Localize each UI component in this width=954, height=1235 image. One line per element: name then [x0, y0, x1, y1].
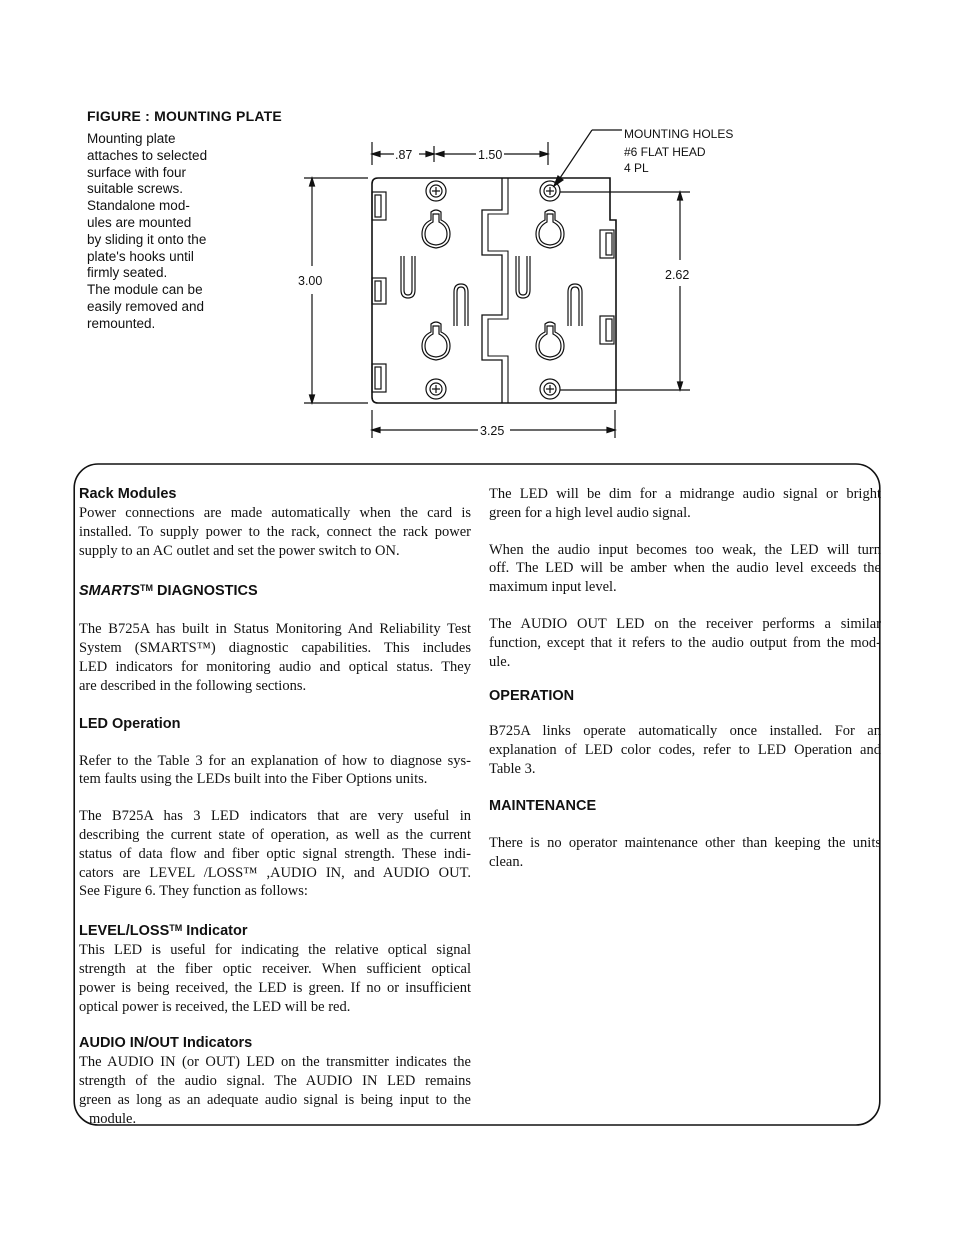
- figure-title: FIGURE : MOUNTING PLATE: [87, 108, 282, 124]
- text-line: explanation of LED color codes, refer to LED Operation and: [489, 742, 881, 759]
- rack-modules-heading: Rack Modules: [79, 486, 177, 502]
- caption-line: suitable screws.: [87, 181, 184, 197]
- text-line: The AUDIO IN (or OUT) LED on the transmitter indicates the: [79, 1054, 471, 1071]
- level-heading-text: LEVEL/LOSS: [79, 923, 170, 940]
- text-line: clean.: [489, 853, 524, 870]
- dim-width-label: 3.25: [480, 424, 505, 438]
- text-line: When the audio input becomes too weak, the LED will turn: [489, 541, 881, 558]
- maintenance-heading: MAINTENANCE: [489, 797, 597, 814]
- text-line: green as long as an adequate audio signal is being input to the: [79, 1091, 471, 1108]
- text-line: LED indicators for monitoring audio and optical status. They: [79, 658, 471, 675]
- figure-caption: [87, 131, 247, 333]
- callout-line: #6 FLAT HEAD: [624, 145, 706, 159]
- caption-line: Standalone mod-: [87, 198, 190, 214]
- text-line: B725A links operate automatically once installed. For an: [489, 723, 881, 740]
- text-line: There is no operator maintenance other than keeping the units: [489, 834, 881, 851]
- text-line: describing the current state of operation, as well as the current: [79, 826, 471, 843]
- smarts-paragraph: [79, 620, 471, 695]
- text-line: supply to an AC outlet and set the power switch to ON.: [79, 542, 400, 559]
- audio-inout-heading: AUDIO IN/OUT Indicators: [79, 1035, 253, 1052]
- caption-line: by sliding it onto the: [87, 231, 207, 247]
- callout-line: MOUNTING HOLES: [624, 127, 734, 141]
- text-line: maximum input level.: [489, 579, 617, 596]
- caption-line: plate's hooks until: [87, 248, 194, 264]
- dim-height-label: 3.00: [298, 274, 323, 288]
- text-line: green for a high level audio signal.: [489, 504, 691, 521]
- text-line: Refer to the Table 3 for an explanation of how to diagnose sys-: [79, 752, 471, 769]
- text-line: The AUDIO OUT LED on the receiver performs a similar: [489, 615, 881, 632]
- led-operation-paragraph-2: [79, 807, 471, 901]
- mounting-plate-drawing: [290, 120, 750, 442]
- left-column: [79, 485, 471, 1129]
- led-operation-paragraph-1: [79, 752, 471, 790]
- text-line: Power connections are made automatically when the card is: [79, 505, 471, 521]
- text-line: ule.: [489, 653, 511, 670]
- caption-line: The module can be: [87, 282, 203, 298]
- smarts-diagnostics-heading: [79, 579, 471, 601]
- text-line: tem faults using the LEDs built into the Fiber Options units.: [79, 771, 428, 788]
- text-line: power is being received, the LED is green. If no or insufficient: [79, 979, 471, 996]
- audio-inout-paragraph: [79, 1053, 471, 1128]
- text-line: optical power is received, the LED will be red.: [79, 998, 351, 1015]
- maintenance-paragraph: [489, 834, 881, 872]
- text-line: The B725A has built in Status Monitoring And Reliability Test: [79, 621, 471, 638]
- tm-mark: TM: [139, 583, 153, 594]
- operation-paragraph: [489, 722, 881, 778]
- text-line: This LED is useful for indicating the relative optical signal: [79, 942, 471, 959]
- caption-line: ules are mounted: [87, 214, 192, 230]
- caption-line: attaches to selected: [87, 147, 208, 163]
- text-line: status of data flow and fiber optic signal strength. These indi-: [79, 845, 471, 862]
- led-operation-heading: LED Operation: [79, 715, 181, 732]
- rack-modules-paragraph: [79, 504, 471, 560]
- text-line: The B725A has 3 LED indicators that are very useful in: [79, 808, 471, 825]
- right-column: [489, 485, 881, 871]
- text-line: are described in the following sections.: [79, 677, 307, 694]
- audio-weak-paragraph: [489, 541, 881, 597]
- smarts-heading-rest: DIAGNOSTICS: [152, 583, 258, 600]
- text-line: System (SMARTS™) diagnostic capabilities. This includes: [79, 640, 471, 657]
- dim-mid-label: 1.50: [478, 148, 503, 162]
- text-line: off. The LED will be amber when the audio level exceeds the: [489, 560, 881, 577]
- text-line: strength of the audio signal. The AUDIO IN LED remains: [79, 1073, 471, 1090]
- caption-line: surface with four: [87, 164, 187, 180]
- text-line: installed. To supply power to the rack, connect the rack power: [79, 523, 471, 540]
- caption-line: remounted.: [87, 315, 156, 331]
- text-line: strength at the fiber optic receiver. When sufficient optical: [79, 960, 471, 977]
- audio-out-paragraph: [489, 615, 881, 671]
- dim-inner-height-label: 2.62: [665, 268, 690, 282]
- tm-mark: TM: [169, 923, 183, 934]
- text-line: See Figure 6. They function as follows:: [79, 883, 308, 900]
- dim-left-label: .87: [395, 148, 413, 162]
- caption-line: easily removed and: [87, 298, 205, 314]
- text-line: function, except that it refers to the audio output from the mod-: [489, 634, 881, 651]
- text-line: Table 3.: [489, 760, 536, 777]
- led-dim-paragraph: [489, 485, 881, 523]
- text-line: The LED will be dim for a midrange audio signal or bright: [489, 486, 881, 502]
- caption-line: firmly seated.: [87, 265, 168, 281]
- level-loss-heading: [79, 919, 471, 941]
- caption-line: Mounting plate: [87, 131, 176, 146]
- level-loss-paragraph: [79, 941, 471, 1016]
- callout-line: 4 PL: [624, 161, 649, 175]
- operation-heading: OPERATION: [489, 688, 575, 705]
- smarts-heading-italic: SMARTS: [79, 583, 140, 600]
- level-heading-rest: Indicator: [182, 923, 248, 940]
- text-line: cators are LEVEL /LOSS™ ,AUDIO IN, and AUDIO OUT.: [79, 864, 471, 881]
- text-line: module.: [89, 1110, 137, 1127]
